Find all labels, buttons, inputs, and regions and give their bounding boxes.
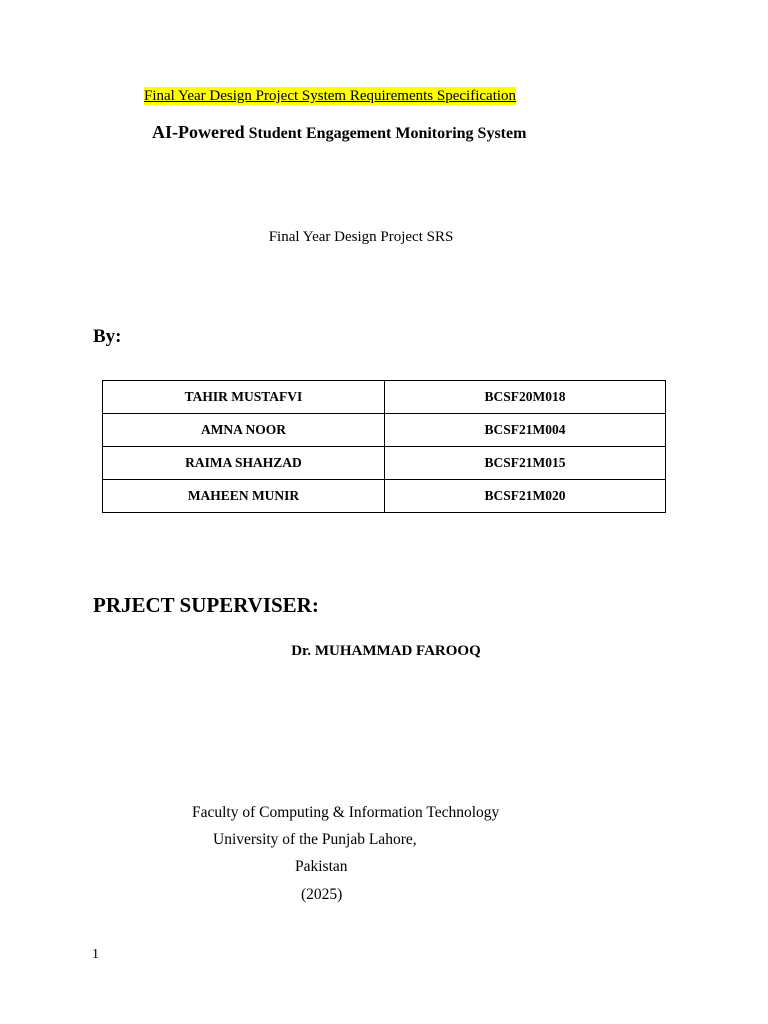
faculty-name: Faculty of Computing & Information Technology <box>192 804 500 821</box>
by-label: By: <box>93 326 122 347</box>
member-roll-number: BCSF21M020 <box>385 480 666 513</box>
document-heading: Final Year Design Project System Requirements Specification <box>144 88 517 104</box>
document-title-prefix: AI-Powered <box>152 122 245 142</box>
university-name: University of the Punjab Lahore, <box>213 831 417 848</box>
page-number: 1 <box>92 947 99 962</box>
document-subtitle: Final Year Design Project SRS <box>268 229 454 245</box>
members-table <box>102 380 666 513</box>
document-year: (2025) <box>301 886 343 903</box>
document-title <box>152 121 526 145</box>
member-name: RAIMA SHAHZAD <box>103 447 385 480</box>
table-row <box>103 414 666 447</box>
supervisor-label: PRJECT SUPERVISER: <box>93 593 319 617</box>
table-row <box>103 480 666 513</box>
member-roll-number: BCSF20M018 <box>385 381 666 414</box>
member-name: MAHEEN MUNIR <box>103 480 385 513</box>
country-name: Pakistan <box>295 858 348 875</box>
member-roll-number: BCSF21M004 <box>385 414 666 447</box>
supervisor-name: Dr. MUHAMMAD FAROOQ <box>291 643 481 659</box>
member-name: AMNA NOOR <box>103 414 385 447</box>
member-name: TAHIR MUSTAFVI <box>103 381 385 414</box>
table-row <box>103 381 666 414</box>
document-title-suffix: Student Engagement Monitoring System <box>244 125 527 142</box>
member-roll-number: BCSF21M015 <box>385 447 666 480</box>
table-row <box>103 447 666 480</box>
